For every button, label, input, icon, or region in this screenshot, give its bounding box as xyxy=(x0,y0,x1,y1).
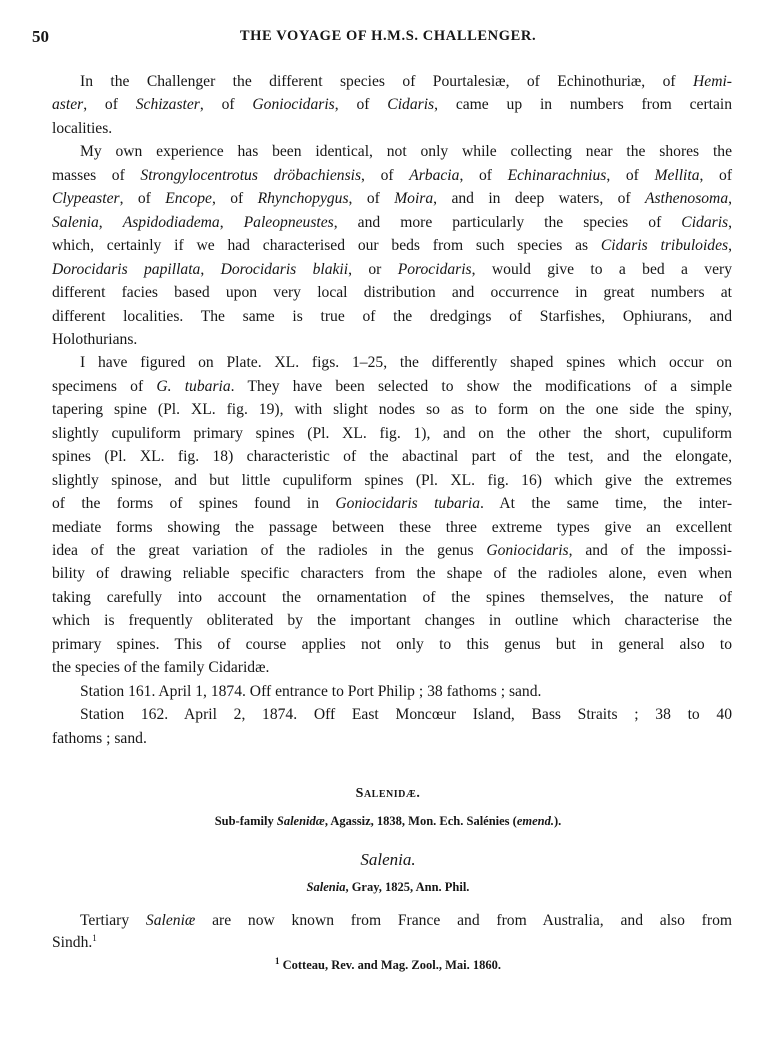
text-run: idea of the great variation of the radioles in the genus xyxy=(52,542,487,559)
body-line xyxy=(52,518,732,538)
genus-authority-citation: , Gray, 1825, Ann. Phil. xyxy=(345,880,470,894)
body-line xyxy=(80,682,732,702)
italic-text-run: Goniocidaris xyxy=(486,542,569,559)
text-run: , xyxy=(728,213,732,231)
italic-text-run: Mellita xyxy=(654,166,700,184)
italic-text-run: G. tubaria xyxy=(156,377,231,395)
text-run: , of xyxy=(211,190,258,208)
italic-text-run: Arbacia xyxy=(409,166,460,184)
body-line xyxy=(52,471,732,491)
body-line xyxy=(52,95,732,115)
text-run: , xyxy=(200,260,221,278)
text-run: , and in deep waters, of xyxy=(433,190,645,208)
text-run: which, certainly if we had characterised our beds from such species as xyxy=(52,237,601,255)
text-run: My own experience has been identical, not only while collecting near the shores the xyxy=(80,143,732,161)
footnote-reference: 1 xyxy=(92,932,97,943)
text-run: , and of the impossi- xyxy=(568,542,732,559)
text-run: . They have been selected to show the modifications of a simple xyxy=(230,377,732,395)
body-line xyxy=(52,330,732,350)
body-line xyxy=(52,635,732,655)
subfamily-prefix: Sub-family xyxy=(214,814,277,828)
italic-text-run: Encope xyxy=(165,190,212,208)
body-line xyxy=(52,166,732,186)
text-run: Sindh. xyxy=(52,934,93,951)
subfamily-close: ). xyxy=(554,814,562,828)
text-run: of the forms of spines found in xyxy=(52,495,336,513)
text-run: Tertiary xyxy=(80,912,146,929)
text-run: masses of xyxy=(52,166,141,184)
text-run: Station 161. April 1, 1874. Off entrance to Port Philip ; 38 fathoms ; sand. xyxy=(80,682,542,700)
text-run: tapering spine (Pl. XL. fig. 19), with slight nodes so as to form on the one side the spiny, xyxy=(52,401,732,419)
text-run: specimens of xyxy=(52,377,157,395)
text-run: , xyxy=(98,213,123,231)
subfamily-line xyxy=(0,814,776,829)
text-run: Station 162. April 2, 1874. Off East Moncœur Island, Bass Straits ; 38 to 40 xyxy=(80,706,732,724)
text-run: , and more particularly the species of xyxy=(333,213,682,231)
running-title: THE VOYAGE OF H.M.S. CHALLENGER. xyxy=(239,28,537,44)
text-run: , of xyxy=(699,166,733,184)
text-run: , of xyxy=(119,190,166,208)
text-run: , of xyxy=(334,96,388,114)
body-line xyxy=(80,72,732,92)
body-line xyxy=(80,142,732,162)
footnote xyxy=(0,955,776,973)
text-run: taking carefully into account the ornamentation of the spines themselves, the nature of xyxy=(52,588,732,606)
text-run: , came up in numbers from certain xyxy=(434,96,733,114)
text-run: different facies based upon very local distribution and occurrence in great numbers at xyxy=(52,284,732,302)
italic-text-run: Goniocidaris xyxy=(252,96,335,114)
italic-text-run: Hemi- xyxy=(693,73,732,90)
body-line xyxy=(52,189,732,209)
body-line xyxy=(52,260,732,280)
text-run: I have figured on Plate. XL. figs. 1–25, the differently shaped spines which occur on xyxy=(80,354,732,372)
text-run: bility of drawing reliable specific characters from the shape of the radioles alone, even when xyxy=(52,565,732,583)
italic-text-run: Salenia xyxy=(52,213,99,231)
salenia-paragraph-line-1 xyxy=(80,911,732,931)
text-run: , or xyxy=(348,260,398,278)
text-run: Holothurians. xyxy=(52,330,138,348)
text-run: , xyxy=(728,190,733,208)
text-run: . At the same time, the inter- xyxy=(480,495,733,513)
text-run: , of xyxy=(199,96,253,114)
text-run: , of xyxy=(83,96,136,114)
family-heading: Salenidæ. xyxy=(355,786,421,801)
italic-text-run: Rhynchopygus xyxy=(257,190,349,208)
body-line xyxy=(52,494,732,514)
body-line xyxy=(52,236,732,256)
subfamily-emend: emend. xyxy=(516,814,554,828)
text-run: , xyxy=(728,237,732,255)
body-line xyxy=(52,119,732,139)
italic-text-run: Strongylocentrotus dröbachiensis xyxy=(140,166,362,184)
italic-text-run: aster xyxy=(52,96,84,114)
page-number: 50 xyxy=(32,27,49,46)
genus-heading: Salenia. xyxy=(360,850,416,869)
body-line xyxy=(80,353,732,373)
text-run: localities. xyxy=(52,119,113,137)
italic-text-run: Asthenosoma xyxy=(644,190,729,208)
body-line xyxy=(52,564,732,584)
text-run: the species of the family Cidaridæ. xyxy=(52,659,270,677)
text-run: , of xyxy=(606,166,655,184)
italic-text-run: Clypeaster xyxy=(52,190,120,208)
genus-authority xyxy=(0,880,776,895)
body-line xyxy=(52,377,732,397)
body-line xyxy=(52,213,732,233)
italic-text-run: Cidaris tribuloides xyxy=(600,237,729,255)
body-line xyxy=(52,658,732,678)
text-run: different localities. The same is true of the dredgings of Starfishes, Ophiurans, and xyxy=(52,307,732,325)
text-run: , would give to a bed a very xyxy=(471,260,733,278)
italic-text-run: Paleopneustes xyxy=(243,213,334,231)
genus-authority-name: Salenia xyxy=(306,880,346,894)
body-line xyxy=(52,729,732,749)
body-line xyxy=(80,705,732,725)
italic-text-run: Schizaster xyxy=(135,96,200,114)
body-line xyxy=(52,541,732,561)
text-run: In the Challenger the different species of Pourtalesiæ, of Echinothuriæ, of xyxy=(80,73,694,90)
salenia-paragraph-line-2 xyxy=(52,933,732,953)
text-run: , of xyxy=(361,166,410,184)
italic-text-run: Aspidodiadema xyxy=(122,213,220,231)
italic-text-run: Porocidaris xyxy=(397,260,472,278)
body-line xyxy=(52,307,732,327)
italic-text-run: Dorocidaris blakii xyxy=(220,260,349,278)
text-run: slightly cupuliform primary spines (Pl. XL. fig. 1), and on the other the short, cupuliform xyxy=(52,424,732,442)
italic-text-run: Cidaris xyxy=(387,96,435,114)
body-line xyxy=(52,424,732,444)
italic-text-run: Goniocidaris tubaria xyxy=(335,495,481,513)
text-run: primary spines. This of course applies not only to this genus but in general also to xyxy=(52,635,732,653)
body-line xyxy=(52,447,732,467)
body-line xyxy=(52,400,732,420)
italic-text-run: Echinarachnius xyxy=(507,166,607,184)
subfamily-name: Salenidæ xyxy=(276,814,325,828)
text-run: mediate forms showing the passage between these three extreme types give an excellent xyxy=(52,518,732,536)
text-run: fathoms ; sand. xyxy=(52,729,147,747)
text-run: slightly spinose, and but little cupuliform spines (Pl. XL. fig. 16) which give the extremes xyxy=(52,471,732,489)
subfamily-citation: , Agassiz, 1838, Mon. Ech. Salénies ( xyxy=(324,814,517,828)
text-run: which is frequently obliterated by the important changes in outline which characterise the xyxy=(52,612,732,630)
text-run: spines (Pl. XL. fig. 18) characteristic of the abactinal part of the test, and the elongate, xyxy=(52,448,732,466)
footnote-mark: 1 xyxy=(274,955,280,966)
text-run: are now known from France and from Australia, and also from xyxy=(195,912,732,929)
text-run: , xyxy=(219,213,244,231)
text-run: , of xyxy=(348,190,395,208)
body-line xyxy=(52,283,732,303)
body-line xyxy=(52,588,732,608)
text-run: , of xyxy=(459,166,508,184)
footnote-text: Cotteau, Rev. and Mag. Zool., Mai. 1860. xyxy=(279,958,502,972)
italic-text-run: Dorocidaris papillata xyxy=(52,260,201,278)
text-run-italic: Saleniæ xyxy=(145,912,196,929)
italic-text-run: Cidaris xyxy=(681,213,729,231)
body-line xyxy=(52,611,732,631)
italic-text-run: Moira xyxy=(394,190,434,208)
